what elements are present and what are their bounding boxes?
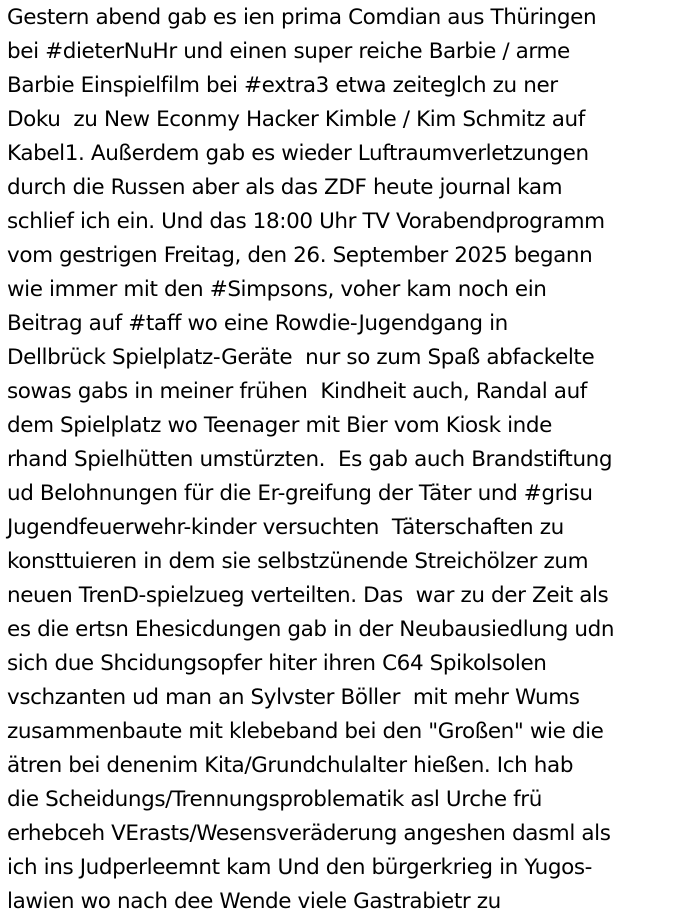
text-line: ud Belohnungen für die Er-greifung der Täter und #grisu — [7, 481, 593, 506]
text-line: sowas gabs in meiner frühen Kindheit auch, Randal auf — [7, 379, 587, 404]
text-line: vom gestrigen Freitag, den 26. September 2025 begann — [7, 243, 593, 268]
text-line: sich due Shcidungsopfer hiter ihren C64 Spikolsolen — [7, 651, 547, 676]
text-line: vschzanten ud man an Sylvster Böller mit mehr Wums — [7, 685, 580, 710]
text-line: neuen TrenD-spielzueg verteilten. Das war zu der Zeit als — [7, 583, 609, 608]
text-line: dem Spielplatz wo Teenager mit Bier vom Kiosk inde — [7, 413, 552, 438]
text-line: Jugendfeuerwehr-kinder versuchten Täterschaften zu — [7, 515, 564, 540]
text-line: es die ertsn Ehesicdungen gab in der Neubausiedlung udn — [7, 617, 615, 642]
text-line: Dellbrück Spielplatz-Geräte nur so zum Spaß abfackelte — [7, 345, 595, 370]
text-line: schlief ich ein. Und das 18:00 Uhr TV Vorabendprogramm — [7, 209, 605, 234]
text-line: Kabel1. Außerdem gab es wieder Luftraumverletzungen — [7, 141, 589, 166]
text-line: wie immer mit den #Simpsons, voher kam noch ein — [7, 277, 547, 302]
text-line: Barbie Einspielfilm bei #extra3 etwa zeiteglch zu ner — [7, 73, 558, 98]
text-line: durch die Russen aber als das ZDF heute journal kam — [7, 175, 563, 200]
text-line: Beitrag auf #taff wo eine Rowdie-Jugendgang in — [7, 311, 508, 336]
text-line: lawien wo nach dee Wende viele Gastrabietr zu — [7, 889, 501, 914]
text-line: die Scheidungs/Trennungsproblematik asl Urche frü — [7, 787, 542, 812]
text-line: erhebceh VErasts/Wesensveräderung angeshen dasml als — [7, 821, 611, 846]
text-line: ich ins Judperleemnt kam Und den bürgerkrieg in Yugos- — [7, 855, 592, 880]
text-line: bei #dieterNuHr und einen super reiche Barbie / arme — [7, 39, 570, 64]
text-line: zusammenbaute mit klebeband bei den "Großen" wie die — [7, 719, 604, 744]
text-line: konsttuieren in dem sie selbstzünende Streichölzer zum — [7, 549, 589, 574]
text-line: rhand Spielhütten umstürzten. Es gab auch Brandstiftung — [7, 447, 613, 472]
text-line: ätren bei denenim Kita/Grundchulalter hießen. Ich hab — [7, 753, 574, 778]
text-line: Doku zu New Econmy Hacker Kimble / Kim Schmitz auf — [7, 107, 585, 132]
text-line: Gestern abend gab es ien prima Comdian aus Thüringen — [7, 5, 597, 30]
